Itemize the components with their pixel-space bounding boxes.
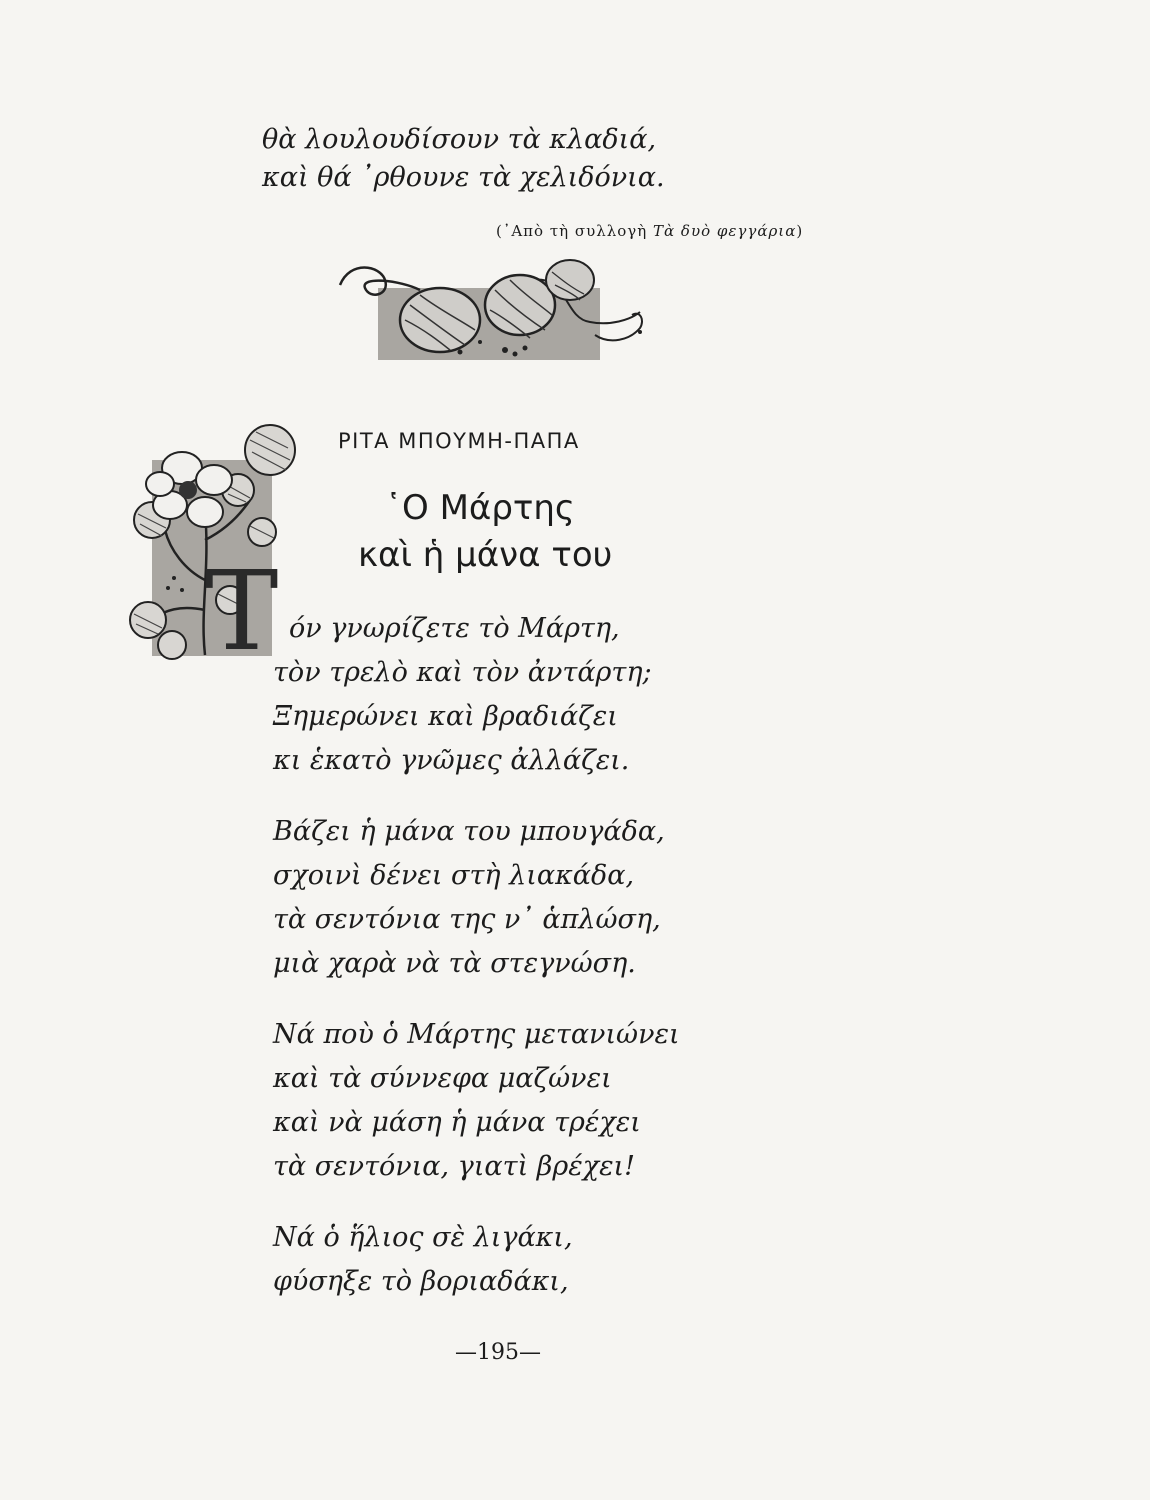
stanza-1-line-1: όν γνωρίζετε τὸ Μάρτη, <box>289 613 620 644</box>
stanza-2-line-2: σχοινὶ δένει στὴ λιακάδα, <box>273 860 635 891</box>
poem-author: ΡΙΤΑ ΜΠΟΥΜΗ-ΠΑΠΑ <box>338 429 580 453</box>
page-number: —195— <box>455 1340 541 1365</box>
source-prefix: (᾽Απὸ τὴ συλλογὴ <box>496 222 654 240</box>
source-suffix: ) <box>796 222 804 240</box>
stanza-3-line-1: Νά ποὺ ὁ Μάρτης μετανιώνει <box>273 1019 680 1050</box>
stanza-4-line-1: Νά ὁ ἥλιος σὲ λιγάκι, <box>273 1222 573 1253</box>
stanza-3-line-4: τὰ σεντόνια, γιατὶ βρέχει! <box>273 1151 635 1182</box>
source-book-title: Τὰ δυὸ φεγγάρια <box>653 222 797 240</box>
stanza-3-line-3: καὶ νὰ μάση ἡ μάνα τρέχει <box>273 1107 641 1138</box>
stanza-1-line-2: τὸν τρελὸ καὶ τὸν ἀντάρτη; <box>273 657 652 688</box>
source-citation <box>496 222 803 240</box>
stanza-2-line-4: μιὰ χαρὰ νὰ τὰ στεγνώση. <box>273 948 636 979</box>
stanza-1-line-4: κι ἑκατὸ γνῶμες ἀλλάζει. <box>273 745 630 776</box>
poem-title-line-1: ῾Ο Μάρτης <box>385 488 575 528</box>
yarn-vignette-icon <box>340 250 660 370</box>
prev-poem-line-2: καὶ θά ᾽ρθουνε τὰ χελιδόνια. <box>262 162 665 193</box>
prev-poem-line-1: θὰ λουλουδίσουν τὰ κλαδιά, <box>262 124 657 155</box>
stanza-1-line-3: Ξημερώνει καὶ βραδιάζει <box>273 701 618 732</box>
poem-title-line-2: καὶ ἡ μάνα του <box>358 535 613 575</box>
stanza-2-line-3: τὰ σεντόνια της ν᾽ ἁπλώση, <box>273 904 661 935</box>
drop-cap: T <box>205 547 279 675</box>
stanza-3-line-2: καὶ τὰ σύννεφα μαζώνει <box>273 1063 612 1094</box>
stanza-2-line-1: Βάζει ἡ μάνα του μπουγάδα, <box>273 816 665 847</box>
stanza-4-line-2: φύσηξε τὸ βοριαδάκι, <box>273 1266 569 1297</box>
